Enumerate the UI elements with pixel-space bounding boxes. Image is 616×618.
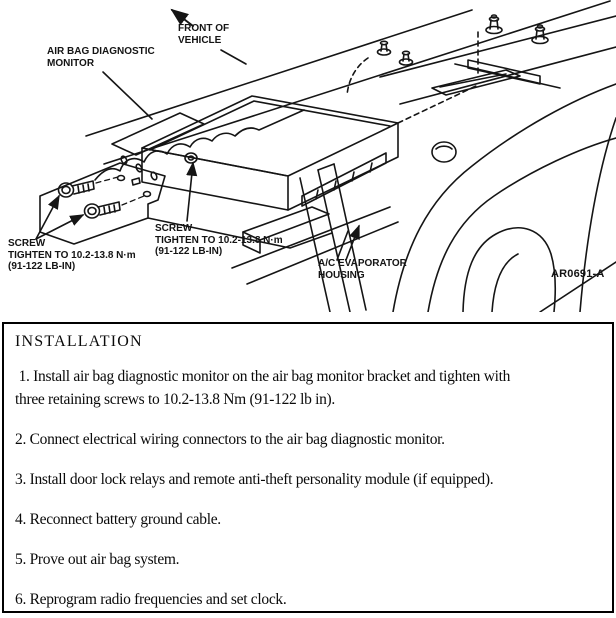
step-line: 6. Reprogram radio frequencies and set clock.	[15, 591, 287, 608]
installation-instructions-box	[2, 322, 614, 613]
retaining-screw-2	[85, 196, 145, 218]
step-line: 1. Install air bag diagnostic monitor on the air bag monitor bracket and tighten with	[15, 368, 511, 385]
label-line: SCREW	[8, 238, 46, 249]
figure-reference-code: AR0691-A	[551, 268, 605, 280]
label-line: AIR BAG DIAGNOSTIC	[47, 46, 155, 57]
label-line: VEHICLE	[178, 34, 222, 46]
label-line: (91-122 LB-IN)	[8, 261, 76, 272]
monitor-label-leader	[103, 72, 152, 119]
label-line: FRONT OF	[178, 23, 230, 34]
step-line: 3. Install door lock relays and remote anti-theft personality module (if equipped).	[15, 471, 494, 488]
installation-step-4	[15, 508, 602, 531]
installation-step-6	[15, 588, 602, 611]
step-line: 2. Connect electrical wiring connectors to the air bag diagnostic monitor.	[15, 431, 445, 448]
label-ac-evaporator-housing	[318, 258, 407, 281]
label-airbag-diagnostic-monitor	[47, 46, 155, 69]
retaining-screw-1	[59, 177, 119, 197]
label-line: (91-122 LB-IN)	[155, 246, 223, 257]
label-screw-left	[8, 238, 136, 273]
label-front-of-vehicle	[178, 23, 229, 46]
label-line: TIGHTEN TO 10.2-13.8 N·m	[155, 234, 283, 246]
step-line: 5. Prove out air bag system.	[15, 551, 180, 568]
step-line: 4. Reconnect battery ground cable.	[15, 511, 221, 528]
label-line: SCREW	[155, 223, 193, 234]
label-line: A/C EVAPORATOR	[318, 258, 407, 269]
installation-step-2	[15, 428, 602, 451]
label-line: HOUSING	[318, 269, 365, 281]
mounting-studs-bracket	[347, 15, 560, 123]
label-screw-center	[155, 223, 283, 258]
label-line: MONITOR	[47, 57, 95, 69]
installation-step-5	[15, 548, 602, 571]
section-title: INSTALLATION	[15, 333, 143, 350]
step-line: three retaining screws to 10.2-13.8 Nm (91-122 lb in).	[15, 391, 335, 408]
installation-step-1	[15, 365, 602, 411]
installation-step-3	[15, 468, 602, 491]
label-line: TIGHTEN TO 10.2-13.8 N·m	[8, 249, 136, 261]
